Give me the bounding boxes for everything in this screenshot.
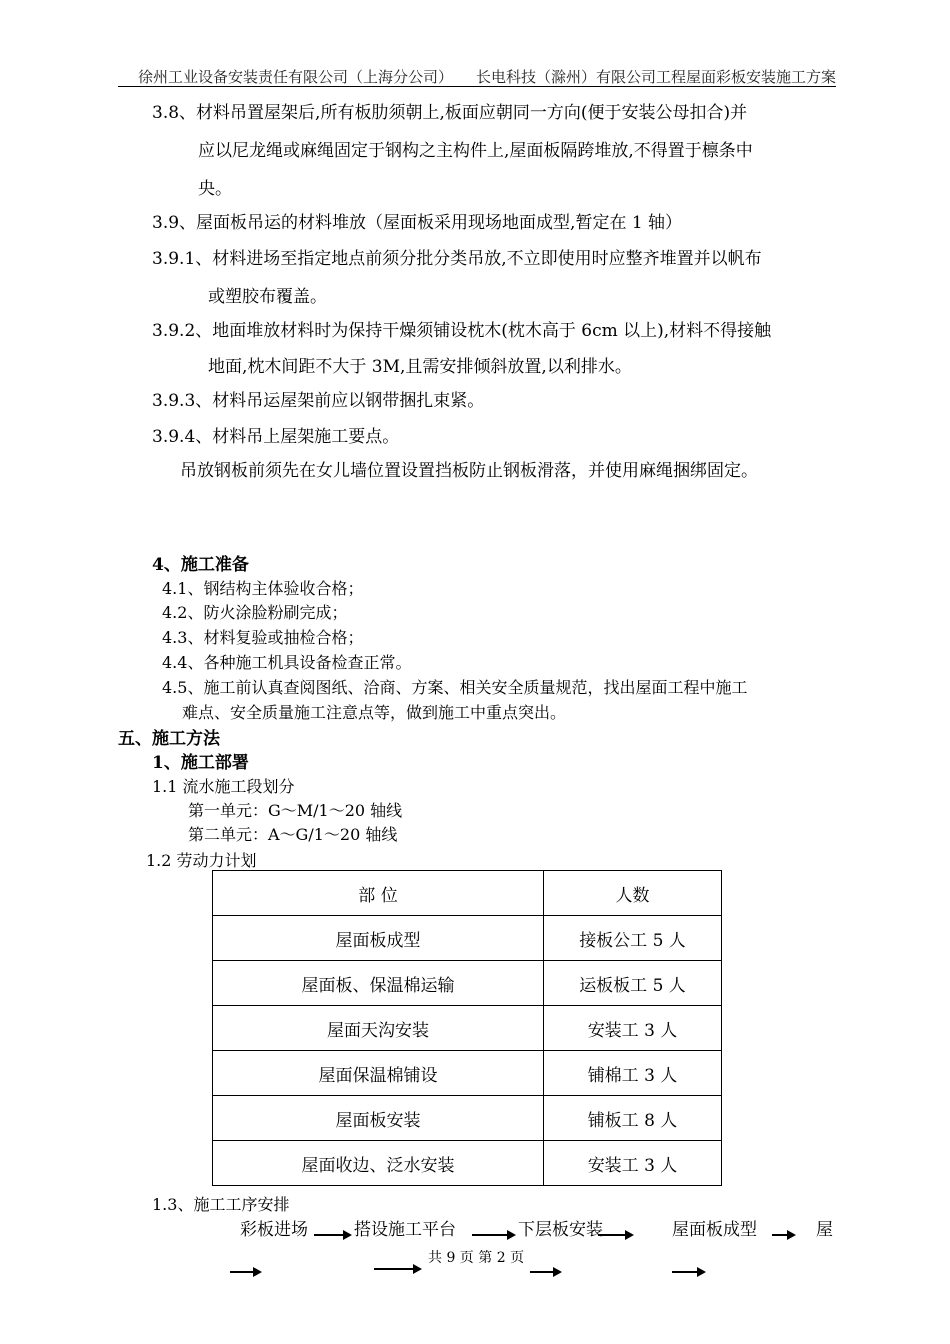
- item-1-1: 1.1 流水施工段划分: [152, 777, 295, 796]
- para-3-9-2: 3.9.2、地面堆放材料时为保持干燥须铺设枕木(枕木高于 6cm 以上),材料不得接触: [152, 321, 772, 341]
- flow-arrow: [598, 1234, 632, 1236]
- table-cell: 安装工 3 人: [544, 1141, 722, 1186]
- header-doc-title: 长电科技（滁州）有限公司工程屋面彩板安装施工方案: [476, 68, 837, 86]
- table-cell: 屋面板安装: [213, 1096, 544, 1141]
- labor-plan-table: [212, 870, 722, 1186]
- para-3-8-cont: 应以尼龙绳或麻绳固定于钢构之主构件上,屋面板隔跨堆放,不得置于檩条中: [198, 141, 753, 161]
- flow-arrow: [472, 1234, 514, 1236]
- section-5-title: 五、施工方法: [118, 729, 220, 749]
- table-row: [213, 1051, 722, 1096]
- flow-arrow: [772, 1234, 794, 1236]
- table-header-cell: 人数: [544, 871, 722, 916]
- para-3-9-1-cont: 或塑胶布覆盖。: [208, 287, 327, 307]
- header-rule: [118, 86, 836, 87]
- page-footer: 共 9 页 第 2 页: [428, 1250, 525, 1266]
- flow-step: 屋面板成型: [672, 1220, 757, 1240]
- list-item-4-5-cont: 难点、安全质量施工注意点等，做到施工中重点突出。: [182, 703, 567, 722]
- flow-step: 屋: [816, 1220, 833, 1240]
- table-header-row: [213, 871, 722, 916]
- list-item-4-1: 4.1、钢结构主体验收合格；: [162, 579, 364, 598]
- table-row: [213, 1096, 722, 1141]
- para-3-9-4-detail: 吊放钢板前须先在女儿墙位置设置挡板防止钢板滑落，并使用麻绳捆绑固定。: [180, 461, 758, 481]
- unit-1: 第一单元：G～M/1～20 轴线: [188, 801, 403, 820]
- para-3-8-end: 央。: [198, 179, 232, 199]
- table-cell: 铺板工 8 人: [544, 1096, 722, 1141]
- table-cell: 屋面收边、泛水安装: [213, 1141, 544, 1186]
- item-1-3: 1.3、施工工序安排: [152, 1195, 290, 1214]
- subsection-1-title: 1、施工部署: [152, 753, 249, 773]
- flow-arrow: [314, 1234, 350, 1236]
- table-row: [213, 1141, 722, 1186]
- para-3-9-1: 3.9.1、材料进场至指定地点前须分批分类吊放,不立即使用时应整齐堆置并以帆布: [152, 249, 762, 269]
- flow-step: 下层板安装: [518, 1220, 603, 1240]
- list-item-4-4: 4.4、各种施工机具设备检查正常。: [162, 653, 412, 672]
- flow-arrow: [230, 1271, 260, 1273]
- para-3-9-4: 3.9.4、材料吊上屋架施工要点。: [152, 427, 400, 447]
- flow-step: 搭设施工平台: [354, 1220, 456, 1240]
- table-row: [213, 1006, 722, 1051]
- item-1-2: 1.2 劳动力计划: [146, 851, 257, 870]
- flow-arrow: [530, 1271, 560, 1273]
- table-row: [213, 961, 722, 1006]
- section-4-title: 4、施工准备: [152, 555, 249, 575]
- para-3-8: 3.8、材料吊置屋架后,所有板肋须朝上,板面应朝同一方向(便于安装公母扣合)并: [152, 103, 748, 123]
- table-cell: 安装工 3 人: [544, 1006, 722, 1051]
- para-3-9: 3.9、屋面板吊运的材料堆放（屋面板采用现场地面成型,暂定在 1 轴）: [152, 213, 683, 233]
- list-item-4-3: 4.3、材料复验或抽检合格；: [162, 628, 364, 647]
- unit-2: 第二单元：A～G/1～20 轴线: [188, 825, 398, 844]
- para-3-9-3: 3.9.3、材料吊运屋架前应以钢带捆扎束紧。: [152, 391, 485, 411]
- table-cell: 屋面板成型: [213, 916, 544, 961]
- flow-arrow: [374, 1268, 420, 1270]
- table-cell: 屋面板、保温棉运输: [213, 961, 544, 1006]
- list-item-4-5: 4.5、施工前认真查阅图纸、洽商、方案、相关安全质量规范，找出屋面工程中施工: [162, 678, 748, 697]
- para-3-9-2-cont: 地面,枕木间距不大于 3M,且需安排倾斜放置,以利排水。: [208, 357, 632, 377]
- table-cell: 屋面保温棉铺设: [213, 1051, 544, 1096]
- flow-step: 彩板进场: [240, 1220, 308, 1240]
- table-row: [213, 916, 722, 961]
- flow-arrow: [672, 1271, 704, 1273]
- table-header-cell: 部 位: [213, 871, 544, 916]
- table-cell: 接板公工 5 人: [544, 916, 722, 961]
- table-cell: 运板板工 5 人: [544, 961, 722, 1006]
- table-cell: 铺棉工 3 人: [544, 1051, 722, 1096]
- header-company: 徐州工业设备安装责任有限公司（上海分公司）: [138, 68, 454, 86]
- list-item-4-2: 4.2、防火涂脸粉刷完成；: [162, 603, 348, 622]
- table-cell: 屋面天沟安装: [213, 1006, 544, 1051]
